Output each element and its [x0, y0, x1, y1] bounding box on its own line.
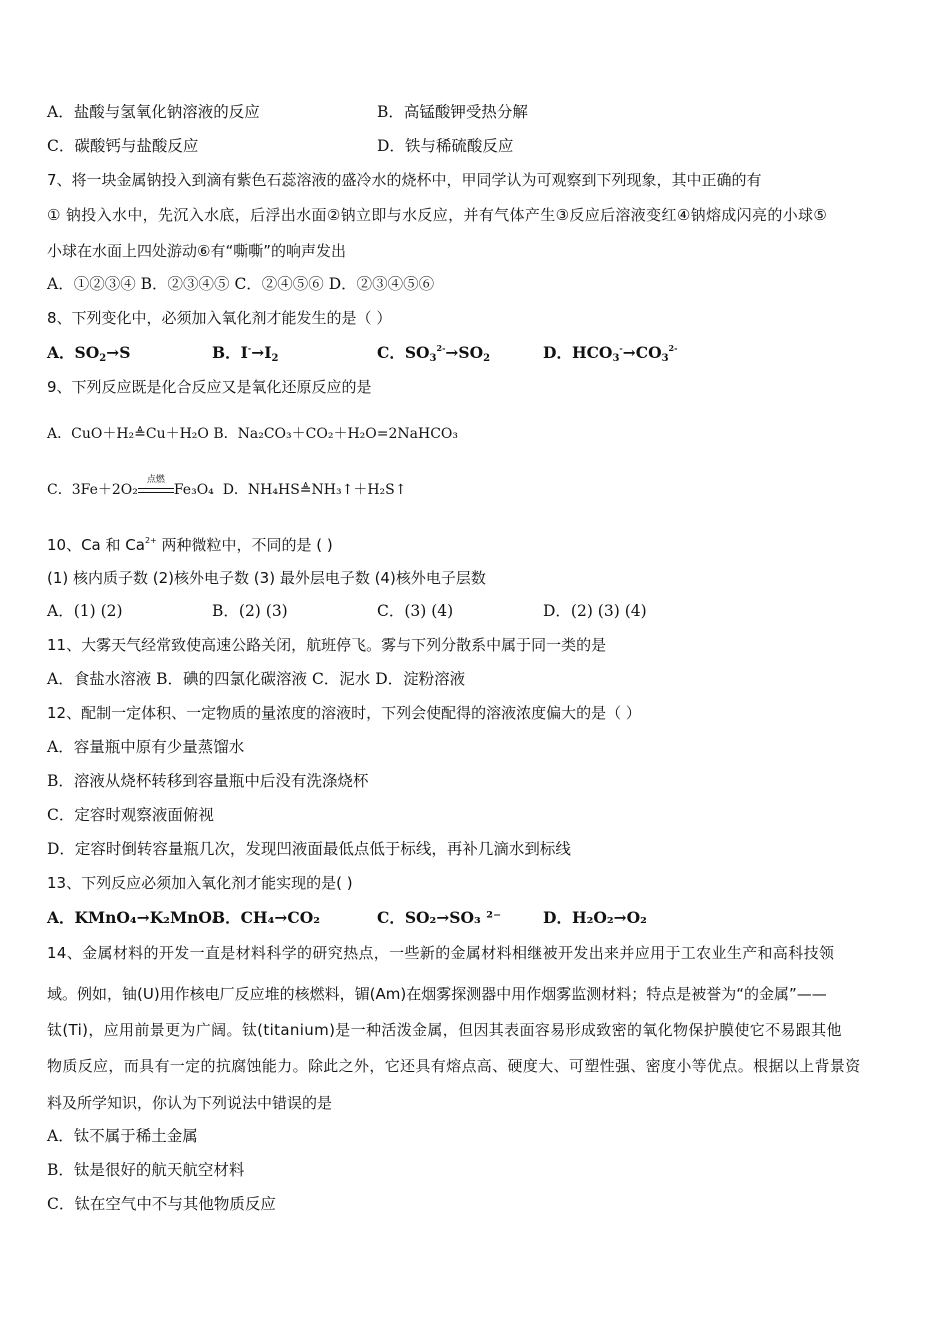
q7-detail-1: ① 钠投入水中，先沉入水底，后浮出水面②钠立即与水反应，并有气体产生③反应后溶液变红④钠熔成闪亮的小球⑤ — [47, 206, 828, 224]
q10-option-c: C．(3) (4) — [377, 602, 454, 620]
q13-option-d: D．H₂O₂→O₂ — [543, 908, 647, 927]
q14-option-a: A．钛不属于稀土金属 — [47, 1127, 198, 1145]
q14-line-3: 钛(Ti)，应用前景更为广阔。钛(titanium)是一种活泼金属，但因其表面容易形成致密的氧化物保护膜使它不易跟其他 — [47, 1021, 842, 1039]
q6-option-b: B．高锰酸钾受热分解 — [377, 103, 528, 121]
q8-option-b-to: I — [264, 343, 272, 362]
q8-option-c-sub2: 2 — [483, 353, 491, 364]
q8-option-d-sub1: 3 — [612, 353, 620, 364]
q8-option-c-to: SO — [458, 343, 484, 362]
q7-stem: 7、将一块金属钠投入到滴有紫色石蕊溶液的盛冷水的烧杯中，甲同学认为可观察到下列现象，其中正确的有 — [47, 171, 762, 189]
q8-option-a-to: S — [119, 343, 131, 362]
q14-line-1: 14、金属材料的开发一直是材料科学的研究热点，一些新的金属材料相继被开发出来并应用于工农业生产和高科技领 — [47, 944, 835, 962]
q9-condition: 点燃 — [146, 475, 165, 485]
q8-arrow: → — [251, 343, 265, 362]
q12-option-a: A．容量瓶中原有少量蒸馏水 — [47, 738, 245, 756]
q8-option-c-sup: 2- — [436, 343, 446, 353]
q7-options: A．①②③④ B．②③④⑤ C．②④⑤⑥ D．②③④⑤⑥ — [47, 275, 435, 293]
q8-option-d-sub2: 3 — [661, 353, 669, 364]
q9-stem: 9、下列反应既是化合反应又是氧化还原反应的是 — [47, 378, 372, 396]
q14-option-c: C．钛在空气中不与其他物质反应 — [47, 1195, 276, 1213]
q8-option-d-sup2: 2- — [668, 343, 678, 353]
q10-stem — [47, 534, 333, 556]
q10-option-b: B．(2) (3) — [212, 602, 288, 620]
q8-stem: 8、下列变化中，必须加入氧化剂才能发生的是（ ） — [47, 309, 392, 327]
q8-option-d-label: D． — [543, 343, 572, 362]
q8-option-b — [212, 342, 278, 364]
q8-arrow: → — [445, 343, 459, 362]
q9-options-ab: A．CuO＋H₂≜Cu＋H₂O B．Na₂CO₃＋CO₂＋H₂O=2NaHCO₃ — [47, 426, 458, 442]
q13-option-c: C．SO₂→SO₃ ²⁻ — [377, 908, 502, 927]
q10-option-a: A．(1) (2) — [47, 602, 123, 620]
q8-option-b-sup: - — [247, 343, 252, 353]
q6-option-a: A．盐酸与氢氧化钠溶液的反应 — [47, 103, 260, 121]
q7-detail-2: 小球在水面上四处游动⑥有“嘶嘶”的响声发出 — [47, 242, 346, 260]
q8-arrow: → — [106, 343, 120, 362]
q13-option-a: A．KMnO₄→K₂MnO₄ — [47, 908, 219, 927]
q8-option-b-label: B． — [212, 343, 241, 362]
q8-arrow: → — [622, 343, 636, 362]
q8-option-c-from: SO — [404, 343, 430, 362]
q9-options-cd — [47, 475, 407, 501]
q8-option-d-sup1: - — [619, 343, 623, 353]
q8-option-c-sub1: 3 — [429, 353, 437, 364]
q10-option-d: D．(2) (3) (4) — [543, 602, 647, 620]
q9-option-c-product: Fe₃O₄ — [173, 482, 214, 498]
q12-option-c: C．定容时观察液面俯视 — [47, 806, 214, 824]
q8-option-a-label: A． — [47, 343, 75, 362]
q8-option-a-from: SO — [74, 343, 100, 362]
q8-option-d-from: HCO — [571, 343, 613, 362]
q12-option-d: D．定容时倒转容量瓶几次，发现凹液面最低点低于标线，再补几滴水到标线 — [47, 840, 571, 858]
q10-items: (1) 核内质子数 (2)核外电子数 (3) 最外层电子数 (4)核外电子层数 — [47, 569, 486, 587]
q11-options: A．食盐水溶液 B．碘的四氯化碳溶液 C．泥水 D．淀粉溶液 — [47, 670, 466, 688]
q13-stem: 13、下列反应必须加入氧化剂才能实现的是( ) — [47, 874, 353, 892]
q8-option-c-label: C． — [377, 343, 405, 362]
q14-line-4: 物质反应，而具有一定的抗腐蚀能力。除此之外，它还具有熔点高、硬度大、可塑性强、密度小等优点。根据以上背景资 — [47, 1057, 861, 1075]
q14-option-b: B．钛是很好的航天航空材料 — [47, 1161, 245, 1179]
q8-option-b-from: I — [240, 343, 248, 362]
q11-stem: 11、大雾天气经常致使高速公路关闭，航班停飞。雾与下列分散系中属于同一类的是 — [47, 636, 607, 654]
q12-stem: 12、配制一定体积、一定物质的量浓度的溶液时，下列会使配得的溶液浓度偏大的是（ ） — [47, 704, 641, 722]
q14-line-5: 料及所学知识，你认为下列说法中错误的是 — [47, 1094, 333, 1112]
q6-option-d: D．铁与稀硫酸反应 — [377, 137, 514, 155]
q10-stem-rest: 两种微粒中，不同的是 ( ) — [156, 536, 333, 554]
q14-line-2: 域。例如，铀(U)用作核电厂反应堆的核燃料，镅(Am)在烟雾探测器中用作烟雾监测材料；特点是被誉为“的金属”—— — [47, 985, 827, 1003]
q8-option-a — [47, 342, 130, 364]
q9-condition-arrow — [138, 475, 174, 501]
q8-option-a-sub: 2 — [99, 353, 107, 364]
q8-option-d — [543, 342, 677, 364]
q13-option-b: B．CH₄→CO₂ — [212, 908, 320, 927]
q10-stem-sup: 2+ — [144, 536, 157, 545]
q8-option-d-to: CO — [635, 343, 662, 362]
q9-option-c-reactants: C．3Fe＋2O₂ — [47, 482, 138, 498]
q10-stem-text: 10、Ca 和 Ca — [47, 536, 145, 554]
q12-option-b: B．溶液从烧杯转移到容量瓶中后没有洗涤烧杯 — [47, 772, 369, 790]
q8-option-b-sub: 2 — [271, 353, 279, 364]
q8-option-c — [377, 342, 490, 364]
q6-option-c: C．碳酸钙与盐酸反应 — [47, 137, 199, 155]
q9-option-d: D．NH₄HS≜NH₃↑＋H₂S↑ — [222, 482, 407, 498]
